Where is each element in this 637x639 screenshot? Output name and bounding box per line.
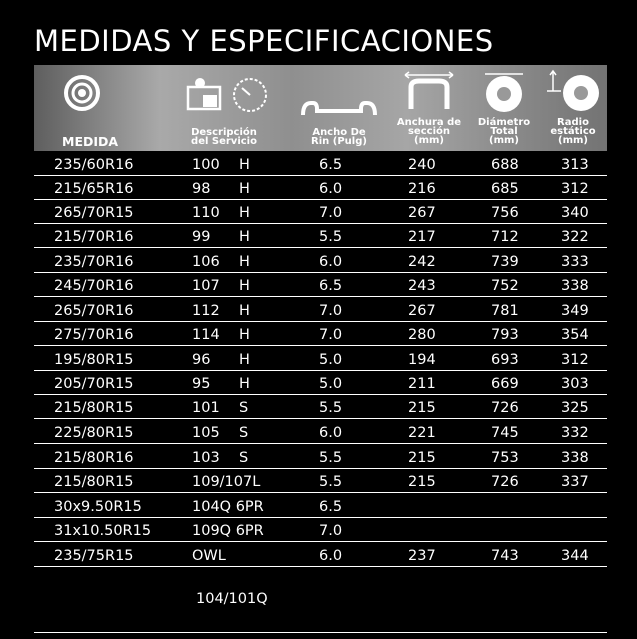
size-cell: 215/80R15 xyxy=(54,400,134,416)
size-cell: 30x9.50R15 xyxy=(54,499,142,515)
service-cell: 105 xyxy=(192,425,220,441)
rim-width-cell: 7.0 xyxy=(319,523,343,539)
size-cell: 205/70R15 xyxy=(54,376,134,392)
diameter-cell: 726 xyxy=(491,474,519,490)
rim-width-cell: 6.0 xyxy=(319,254,343,270)
section-width-cell: 211 xyxy=(408,376,436,392)
service-cell: 96 xyxy=(192,352,211,368)
service-cell: 109/107L xyxy=(192,474,261,490)
section-width-cell: 243 xyxy=(408,278,436,294)
diameter-cell: 793 xyxy=(491,327,519,343)
service-cell: 114 xyxy=(192,327,220,343)
radius-cell: 312 xyxy=(561,181,589,197)
service-cell: 106 xyxy=(192,254,220,270)
diameter-cell: 752 xyxy=(491,278,519,294)
rim-width-cell: 5.0 xyxy=(319,376,343,392)
rim-width-cell: 6.5 xyxy=(319,499,343,515)
size-cell: 215/70R16 xyxy=(54,229,134,245)
header-diametro xyxy=(469,65,539,151)
radius-cell: 337 xyxy=(561,474,589,490)
table-row xyxy=(34,346,607,371)
size-cell: 235/75R15 xyxy=(54,548,134,564)
radius-cell: 312 xyxy=(561,352,589,368)
section-width-cell: 267 xyxy=(408,205,436,221)
table-row xyxy=(34,199,607,224)
diameter-cell: 756 xyxy=(491,205,519,221)
diameter-cell: 781 xyxy=(491,303,519,319)
size-cell: 275/70R16 xyxy=(54,327,134,343)
table-bottom-divider xyxy=(34,632,607,633)
section-width-cell: 221 xyxy=(408,425,436,441)
rim-width-cell: 5.5 xyxy=(319,229,343,245)
service-cell: 110 xyxy=(192,205,220,221)
size-cell: 215/80R16 xyxy=(54,450,134,466)
extra-load-index: 104/101Q xyxy=(196,591,268,607)
tire-icon xyxy=(64,75,100,111)
diameter-cell: 669 xyxy=(491,376,519,392)
section-width-icon xyxy=(403,71,455,111)
table-row xyxy=(34,370,607,395)
size-cell: 225/80R15 xyxy=(54,425,134,441)
rim-width-cell: 7.0 xyxy=(319,205,343,221)
table-row xyxy=(34,175,607,200)
speed-rating-cell: S xyxy=(239,425,249,441)
speed-rating-cell: H xyxy=(239,352,250,368)
service-cell: 101 xyxy=(192,400,220,416)
section-width-cell: 216 xyxy=(408,181,436,197)
rim-width-cell: 7.0 xyxy=(319,303,343,319)
service-cell: 100 xyxy=(192,157,220,173)
speed-rating-cell: H xyxy=(239,376,250,392)
diameter-cell: 712 xyxy=(491,229,519,245)
size-cell: 215/80R15 xyxy=(54,474,134,490)
service-cell: OWL xyxy=(192,548,226,564)
size-cell: 215/65R16 xyxy=(54,181,134,197)
size-cell: 195/80R15 xyxy=(54,352,134,368)
speed-rating-cell: S xyxy=(239,400,249,416)
rim-icon xyxy=(299,97,379,119)
table-row xyxy=(34,151,607,176)
section-width-cell: 215 xyxy=(408,400,436,416)
radius-cell: 349 xyxy=(561,303,589,319)
size-cell: 235/70R16 xyxy=(54,254,134,270)
section-width-cell: 194 xyxy=(408,352,436,368)
rim-width-cell: 6.5 xyxy=(319,278,343,294)
section-width-cell: 237 xyxy=(408,548,436,564)
radius-cell: 333 xyxy=(561,254,589,270)
header-seccion xyxy=(389,65,469,151)
diameter-cell: 739 xyxy=(491,254,519,270)
radius-cell: 303 xyxy=(561,376,589,392)
radius-cell: 325 xyxy=(561,400,589,416)
section-width-cell: 267 xyxy=(408,303,436,319)
header-diametro-label: Diámetro Total (mm) xyxy=(477,117,531,146)
header-medida-label: MEDIDA xyxy=(62,134,119,149)
table-row xyxy=(34,444,607,469)
radius-cell: 332 xyxy=(561,425,589,441)
radius-cell: 344 xyxy=(561,548,589,564)
table-row xyxy=(34,394,607,419)
diameter-cell: 726 xyxy=(491,400,519,416)
service-cell: 107 xyxy=(192,278,220,294)
diameter-cell: 693 xyxy=(491,352,519,368)
service-cell: 103 xyxy=(192,450,220,466)
rim-width-cell: 5.5 xyxy=(319,474,343,490)
header-radio-label: Radio estático (mm) xyxy=(550,117,596,146)
radius-cell: 322 xyxy=(561,229,589,245)
header-seccion-label: Anchura de sección (mm) xyxy=(396,117,462,146)
header-rin-label: Ancho De Rin (Pulg) xyxy=(311,127,367,147)
service-cell: 109Q 6PR xyxy=(192,523,264,539)
speed-rating-cell: H xyxy=(239,278,250,294)
diameter-cell: 745 xyxy=(491,425,519,441)
radius-cell: 354 xyxy=(561,327,589,343)
section-width-cell: 240 xyxy=(408,157,436,173)
speed-rating-cell: S xyxy=(239,450,249,466)
table-row xyxy=(34,493,607,518)
radius-cell: 338 xyxy=(561,278,589,294)
table-row xyxy=(34,517,607,542)
section-width-cell: 215 xyxy=(408,474,436,490)
page-title: MEDIDAS Y ESPECIFICACIONES xyxy=(34,24,494,58)
size-cell: 245/70R16 xyxy=(54,278,134,294)
diameter-cell: 753 xyxy=(491,450,519,466)
rim-width-cell: 6.0 xyxy=(319,425,343,441)
diameter-cell: 743 xyxy=(491,548,519,564)
table-row xyxy=(34,248,607,273)
header-rin xyxy=(289,65,389,151)
table-header xyxy=(34,65,607,151)
speed-rating-cell: H xyxy=(239,327,250,343)
service-cell: 99 xyxy=(192,229,211,245)
radius-cell: 340 xyxy=(561,205,589,221)
diameter-icon xyxy=(481,71,527,117)
service-cell: 112 xyxy=(192,303,220,319)
table-row xyxy=(34,321,607,346)
speed-rating-cell: H xyxy=(239,205,250,221)
radius-cell: 338 xyxy=(561,450,589,466)
table-row xyxy=(34,297,607,322)
header-radio xyxy=(539,65,607,151)
header-servicio xyxy=(164,65,284,151)
rim-width-cell: 5.0 xyxy=(319,352,343,368)
section-width-cell: 217 xyxy=(408,229,436,245)
speed-rating-cell: H xyxy=(239,181,250,197)
section-width-cell: 242 xyxy=(408,254,436,270)
section-width-cell: 280 xyxy=(408,327,436,343)
header-servicio-label: Descripción del Servicio xyxy=(191,127,257,147)
diameter-cell: 688 xyxy=(491,157,519,173)
static-radius-icon xyxy=(545,69,603,117)
rim-width-cell: 7.0 xyxy=(319,327,343,343)
size-cell: 265/70R15 xyxy=(54,205,134,221)
rim-width-cell: 5.5 xyxy=(319,400,343,416)
radius-cell: 313 xyxy=(561,157,589,173)
speed-rating-cell: H xyxy=(239,303,250,319)
table-row xyxy=(34,468,607,493)
diameter-cell: 685 xyxy=(491,181,519,197)
table-row xyxy=(34,542,607,567)
service-cell: 95 xyxy=(192,376,211,392)
rim-width-cell: 6.5 xyxy=(319,157,343,173)
rim-width-cell: 6.0 xyxy=(319,548,343,564)
load-speed-icon xyxy=(184,75,272,115)
service-cell: 98 xyxy=(192,181,211,197)
table-row xyxy=(34,419,607,444)
service-cell: 104Q 6PR xyxy=(192,499,264,515)
speed-rating-cell: H xyxy=(239,157,250,173)
table-row xyxy=(34,272,607,297)
rim-width-cell: 5.5 xyxy=(319,450,343,466)
speed-rating-cell: H xyxy=(239,229,250,245)
size-cell: 31x10.50R15 xyxy=(54,523,152,539)
size-cell: 265/70R16 xyxy=(54,303,134,319)
section-width-cell: 215 xyxy=(408,450,436,466)
table-row xyxy=(34,223,607,248)
header-medida xyxy=(34,65,159,151)
rim-width-cell: 6.0 xyxy=(319,181,343,197)
speed-rating-cell: H xyxy=(239,254,250,270)
size-cell: 235/60R16 xyxy=(54,157,134,173)
